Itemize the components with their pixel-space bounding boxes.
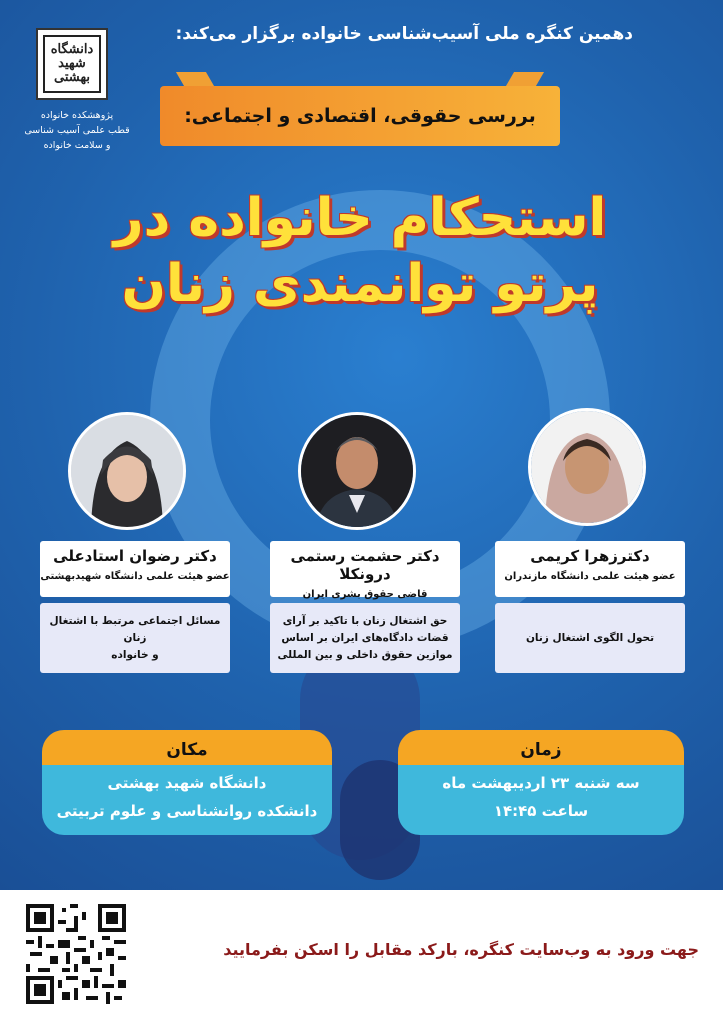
speaker-role: عضو هیئت علمی دانشگاه شهیدبهشتی (40, 571, 230, 582)
time-label: زمان (398, 730, 684, 770)
place-line: دانشگاه شهید بهشتی (107, 774, 267, 792)
speaker-photo (298, 412, 416, 530)
place-label: مکان (42, 730, 332, 770)
topic-line: تحول الگوی اشتغال زنان (525, 631, 655, 644)
topic-line: قضات دادگاه‌های ایران بر اساس (281, 631, 449, 644)
subtitle-text: بررسی حقوقی، اقتصادی و اجتماعی: (184, 105, 536, 127)
topic-line: و خانواده (111, 648, 159, 661)
institute-line: و سلامت خانواده (43, 140, 111, 151)
speaker-role: قاضی حقوق بشری ایران (302, 589, 428, 600)
institute-label (22, 108, 132, 153)
speaker-role: عضو هیئت علمی دانشگاه مازندران (504, 571, 676, 582)
qr-code-icon[interactable] (26, 904, 126, 1004)
speaker-name-card (40, 541, 230, 597)
subtitle-banner (160, 86, 560, 146)
footer (0, 890, 723, 1024)
speaker-name-card (495, 541, 685, 597)
speaker-name: دکتر حشمت رستمی درونکلا (290, 547, 440, 583)
place-details (42, 765, 332, 835)
institute-line: پژوهشکده خانواده (40, 110, 114, 121)
topic-line: موازین حقوق داخلی و بین المللی (277, 648, 453, 661)
speaker-name: دکتر رضوان استادعلی (53, 547, 217, 565)
time-line: ساعت ۱۴:۴۵ (493, 802, 589, 820)
title-line-2: پرتو توانمندی زنان (121, 254, 599, 314)
speaker-topic-card (40, 603, 230, 673)
title-line-1: استحکام خانواده در (113, 188, 607, 248)
announcement-text: دهمین کنگره ملی آسیب‌شناسی خانواده برگزار می‌کند: (175, 24, 633, 44)
time-details (398, 765, 684, 835)
topic-line: مسائل اجتماعی مرتبط با اشتغال زنان (49, 614, 221, 644)
speaker-photo (68, 412, 186, 530)
main-title (100, 185, 620, 317)
speaker-photo (528, 408, 646, 526)
banner-tab (506, 72, 544, 86)
speaker-topic-card (495, 603, 685, 673)
time-line: سه شنبه ۲۳ اردیبهشت ماه (442, 774, 640, 792)
speaker-name-card (270, 541, 460, 600)
university-logo (36, 28, 108, 100)
place-line: دانشکده روانشناسی و علوم تربیتی (56, 802, 318, 820)
speaker-name: دکترزهرا کریمی (530, 547, 650, 565)
footer-instruction: جهت ورود به وب‌سایت کنگره، بارکد مقابل را اسکن بفرمایید (223, 940, 699, 959)
speaker-topic-card (270, 603, 460, 673)
banner-tab (176, 72, 214, 86)
logo-text: دانشگاه شهید بهشتی (50, 42, 94, 85)
topic-line: حق اشتغال زنان با تاکید بر آرای (282, 614, 448, 627)
institute-line: قطب علمی آسیب شناسی (24, 125, 130, 136)
